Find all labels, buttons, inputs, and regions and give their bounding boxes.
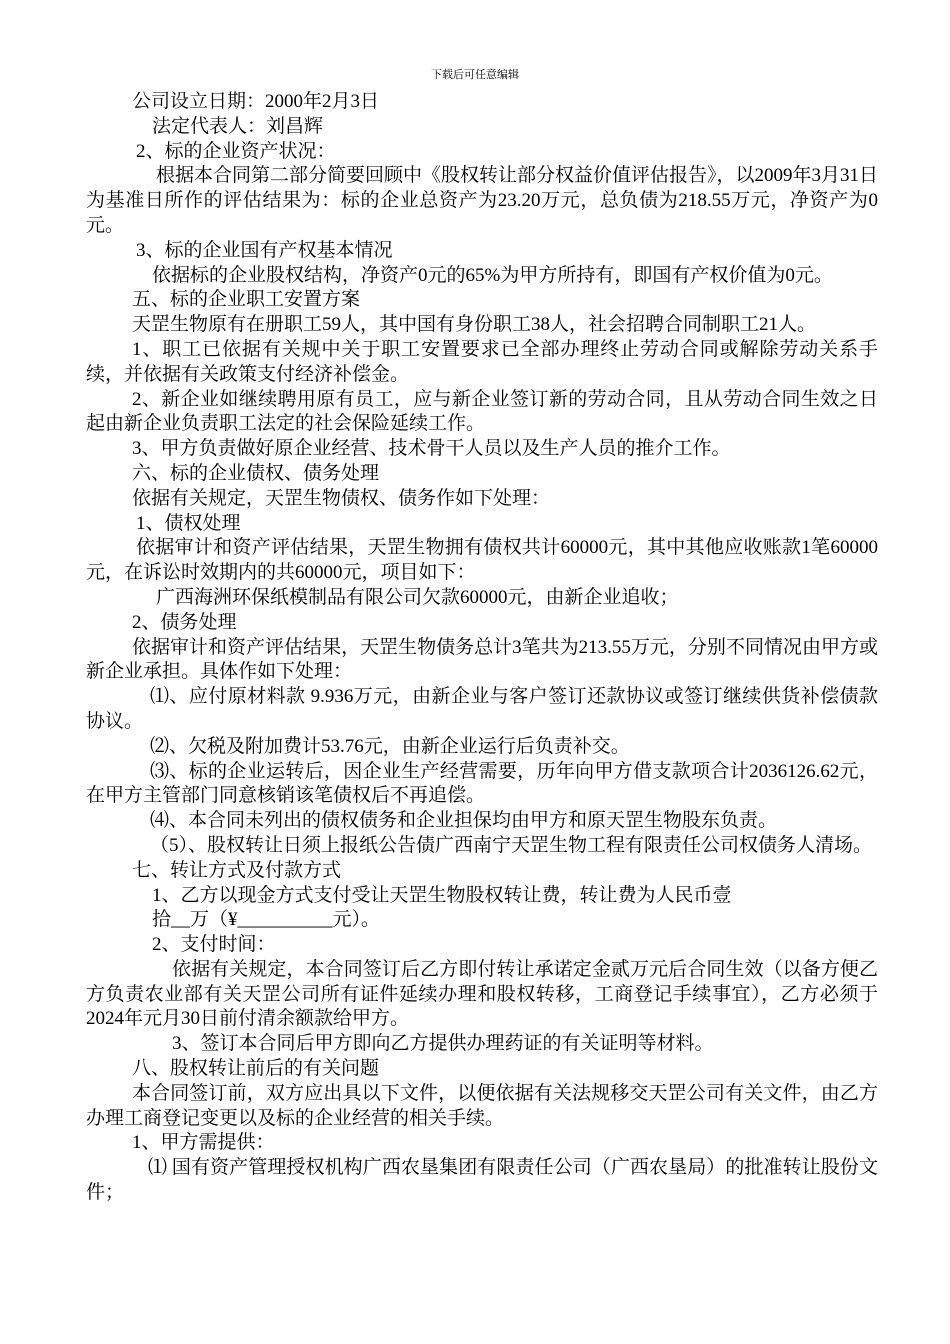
paragraph: 依据有关规定，本合同签订后乙方即付转让承诺定金贰万元后合同生效（以备方便乙方负责农业部有关天罡公司所有证件延续办理和股权转移，工商登记手续事宜），乙方必须于2024年元月30日前付清余额款给甲方。 — [86, 958, 878, 1030]
document-body — [86, 90, 878, 1206]
paragraph: ⑴、应付原材料款 9.936万元，由新企业与客户签订还款协议或签订继续供货补偿债款协议。 — [86, 686, 878, 732]
paragraph: 天罡生物原有在册职工59人，其中国有身份职工38人，社会招聘合同制职工21人。 — [132, 314, 817, 336]
paragraph: 拾__万（¥__________元）。 — [152, 909, 381, 931]
paragraph: 广西海洲环保纸模制品有限公司欠款60000元，由新企业追收； — [156, 586, 679, 608]
paragraph: 依据审计和资产评估结果，天罡生物拥有债权共计60000元，其中其他应收账款1笔60000元，在诉讼时效期内的共60000元，项目如下： — [86, 537, 878, 584]
paragraph: ⑵、欠税及附加费计53.76元，由新企业运行后负责补交。 — [150, 735, 630, 757]
paragraph: ⑶、标的企业运转后，因企业生产经营需要，历年向甲方借支款项合计2036126.62元，在甲方主管部门同意核销该笔债权后不再追偿。 — [86, 760, 878, 807]
paragraph: ⑷、本合同未列出的债权债务和企业担保均由甲方和原天罡生物股东负责。 — [150, 810, 778, 832]
page-header: 下载后可任意编辑 — [431, 68, 519, 81]
paragraph: 2、债务处理 — [132, 611, 237, 633]
paragraph: 1、职工已依据有关规中关于职工安置要求已全部办理终止劳动合同或解除劳动关系手续，并依据有关政策支付经济补偿金。 — [86, 338, 878, 385]
paragraph: 3、标的企业国有产权基本情况 — [136, 239, 393, 261]
paragraph: 2、新企业如继续聘用原有员工，应与新企业签订新的劳动合同，且从劳动合同生效之日起由新企业负责职工法定的社会保险延续工作。 — [86, 388, 878, 435]
paragraph: 依据标的企业股权结构，净资产0元的65%为甲方所持有，即国有产权价值为0元。 — [152, 264, 833, 286]
paragraph: 根据本合同第二部分简要回顾中《股权转让部分权益价值评估报告》，以2009年3月31日为基准日所作的评估结果为：标的企业总资产为23.20万元，总负债为218.55万元，净资产为0元。 — [86, 165, 879, 236]
paragraph: 2、标的企业资产状况： — [136, 140, 336, 162]
paragraph: 依据有关规定，天罡生物债权、债务作如下处理： — [132, 487, 551, 509]
paragraph: 3、甲方负责做好原企业经营、技术骨干人员以及生产人员的推介工作。 — [132, 438, 731, 460]
paragraph: 1、甲方需提供： — [132, 1132, 275, 1154]
paragraph: （5）、股权转让日须上报纸公告债广西南宁天罡生物工程有限责任公司权债务人清场。 — [150, 834, 873, 856]
paragraph: 六、标的企业债权、债务处理 — [132, 462, 380, 484]
paragraph: 1、债权处理 — [136, 512, 241, 534]
paragraph: ⑴ 国有资产管理授权机构广西农垦集团有限责任公司（广西农垦局）的批准转让股份文件； — [86, 1157, 878, 1204]
paragraph: 公司设立日期：2000年2月3日 — [132, 91, 380, 112]
paragraph: 七、转让方式及付款方式 — [132, 859, 342, 881]
paragraph: 1、乙方以现金方式支付受让天罡生物股权转让费，转让费为人民币壹 — [152, 884, 732, 906]
paragraph: 五、标的企业职工安置方案 — [132, 289, 361, 311]
paragraph: 本合同签订前，双方应出具以下文件，以便依据有关法规移交天罡公司有关文件，由乙方办理工商登记变更以及标的企业经营的相关手续。 — [86, 1082, 878, 1129]
paragraph: 2、支付时间： — [152, 934, 276, 956]
paragraph: 法定代表人：刘昌辉 — [152, 115, 324, 137]
paragraph: 依据审计和资产评估结果，天罡生物债务总计3笔共为213.55万元，分别不同情况由甲方或新企业承担。具体作如下处理： — [86, 636, 878, 683]
paragraph: 3、签订本合同后甲方即向乙方提供办理药证的有关证明等材料。 — [172, 1033, 714, 1055]
paragraph: 八、股权转让前后的有关问题 — [132, 1058, 380, 1080]
